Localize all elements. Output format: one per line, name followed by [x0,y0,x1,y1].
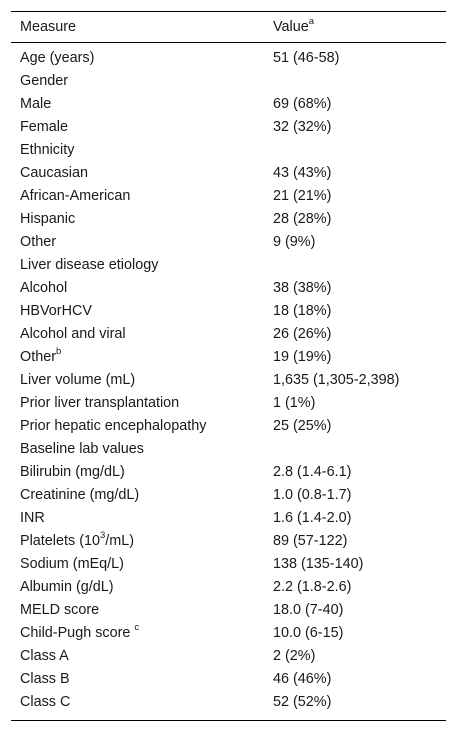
value-label: 52 (52%) [273,694,332,710]
value-cell [273,277,446,300]
value-label: 2 (2%) [273,648,316,664]
measure-cell [11,461,273,484]
baseline-characteristics-table-container [11,11,446,721]
table-row [11,162,446,185]
header-value [273,12,446,43]
measure-cell [11,43,273,71]
value-cell [273,507,446,530]
measure-label: Platelets (10 [20,533,100,549]
value-cell [273,231,446,254]
measure-label: Creatinine (mg/dL) [20,487,140,503]
value-label: 138 (135-140) [273,556,364,572]
table-row [11,461,446,484]
measure-label: Age (years) [20,50,95,66]
measure-label: Liver disease etiology [20,257,159,273]
value-cell [273,93,446,116]
measure-cell [11,415,273,438]
value-cell [273,323,446,346]
value-label: 26 (26%) [273,326,332,342]
value-cell [273,415,446,438]
table-row [11,93,446,116]
value-cell [273,576,446,599]
measure-label: INR [20,510,45,526]
measure-cell [11,139,273,162]
measure-label: Class A [20,648,69,664]
measure-cell [11,691,273,721]
value-label: 1,635 (1,305-2,398) [273,372,400,388]
table-row [11,392,446,415]
measure-cell [11,530,273,553]
value-cell [273,254,446,277]
measure-cell [11,369,273,392]
measure-label: Liver volume (mL) [20,372,136,388]
measure-cell [11,116,273,139]
table-row [11,668,446,691]
value-label: 18 (18%) [273,303,332,319]
table-row [11,645,446,668]
value-cell [273,70,446,93]
value-label: 10.0 (6-15) [273,625,344,641]
table-row [11,231,446,254]
measure-label: Male [20,96,52,112]
measure-cell [11,70,273,93]
value-cell [273,645,446,668]
measure-label: Other [20,234,56,250]
value-label: 51 (46-58) [273,50,340,66]
value-label: 69 (68%) [273,96,332,112]
header-value-footnote: a [308,15,315,27]
table-row [11,622,446,645]
table-row [11,139,446,162]
measure-label: Prior liver transplantation [20,395,180,411]
table-row [11,277,446,300]
value-label: 1.6 (1.4-2.0) [273,510,352,526]
measure-cell [11,622,273,645]
value-label: 28 (28%) [273,211,332,227]
value-cell [273,346,446,369]
table-row [11,553,446,576]
value-cell [273,530,446,553]
table-row [11,530,446,553]
measure-cell [11,208,273,231]
table-row [11,599,446,622]
table-body [11,43,446,721]
value-label: 25 (25%) [273,418,332,434]
measure-cell [11,93,273,116]
value-cell [273,116,446,139]
value-label: 2.8 (1.4-6.1) [273,464,352,480]
value-cell [273,162,446,185]
measure-footnote: b [56,346,62,358]
measure-label-suffix: /mL) [105,533,135,549]
value-label: 19 (19%) [273,349,332,365]
measure-cell [11,645,273,668]
table-row [11,484,446,507]
measure-label: Sodium (mEq/L) [20,556,124,572]
table-header [11,12,446,43]
measure-cell [11,576,273,599]
measure-label: HBVorHCV [20,303,92,319]
measure-label: Child-Pugh score [20,625,135,641]
value-label: 1.0 (0.8-1.7) [273,487,352,503]
table-row [11,369,446,392]
measure-cell [11,162,273,185]
value-cell [273,139,446,162]
value-label: 32 (32%) [273,119,332,135]
value-label: 89 (57-122) [273,533,348,549]
measure-label: Class B [20,671,70,687]
header-measure-label: Measure [20,18,76,35]
table-row [11,300,446,323]
measure-label: Class C [20,694,71,710]
baseline-characteristics-table [11,11,446,721]
measure-cell [11,668,273,691]
table-row [11,346,446,369]
value-cell [273,484,446,507]
table-row [11,415,446,438]
table-row [11,323,446,346]
value-label: 18.0 (7-40) [273,602,344,618]
table-row [11,576,446,599]
header-measure [11,12,273,43]
value-label: 46 (46%) [273,671,332,687]
measure-cell [11,484,273,507]
table-row [11,70,446,93]
value-cell [273,622,446,645]
header-row [11,12,446,43]
measure-cell [11,185,273,208]
table-row [11,185,446,208]
measure-label: Albumin (g/dL) [20,579,114,595]
table-row [11,208,446,231]
measure-footnote: c [134,622,140,634]
measure-cell [11,277,273,300]
measure-label: Baseline lab values [20,441,144,457]
value-cell [273,599,446,622]
measure-label: Hispanic [20,211,76,227]
measure-label: Alcohol [20,280,68,296]
table-row [11,691,446,721]
measure-label: Caucasian [20,165,88,181]
value-cell [273,691,446,721]
value-cell [273,553,446,576]
header-value-label: Value [273,18,309,35]
value-cell [273,668,446,691]
measure-footnote: 3 [100,530,106,542]
measure-label: Other [20,349,56,365]
measure-label: Prior hepatic encephalopathy [20,418,207,434]
value-label: 21 (21%) [273,188,332,204]
measure-cell [11,392,273,415]
measure-label: Alcohol and viral [20,326,126,342]
measure-cell [11,346,273,369]
measure-cell [11,553,273,576]
measure-label: Female [20,119,68,135]
measure-cell [11,254,273,277]
value-cell [273,392,446,415]
value-cell [273,438,446,461]
measure-label: MELD score [20,602,100,618]
value-cell [273,208,446,231]
value-cell [273,300,446,323]
table-row [11,116,446,139]
measure-cell [11,300,273,323]
value-cell [273,43,446,71]
measure-cell [11,323,273,346]
measure-cell [11,231,273,254]
table-row [11,43,446,71]
measure-label: Gender [20,73,68,89]
value-cell [273,461,446,484]
value-label: 38 (38%) [273,280,332,296]
measure-cell [11,507,273,530]
measure-cell [11,438,273,461]
table-row [11,254,446,277]
table-row [11,507,446,530]
value-label: 43 (43%) [273,165,332,181]
value-cell [273,185,446,208]
value-label: 9 (9%) [273,234,316,250]
measure-label: Ethnicity [20,142,75,158]
value-cell [273,369,446,392]
measure-label: African-American [20,188,131,204]
table-row [11,438,446,461]
value-label: 1 (1%) [273,395,316,411]
measure-label: Bilirubin (mg/dL) [20,464,125,480]
value-label: 2.2 (1.8-2.6) [273,579,352,595]
measure-cell [11,599,273,622]
